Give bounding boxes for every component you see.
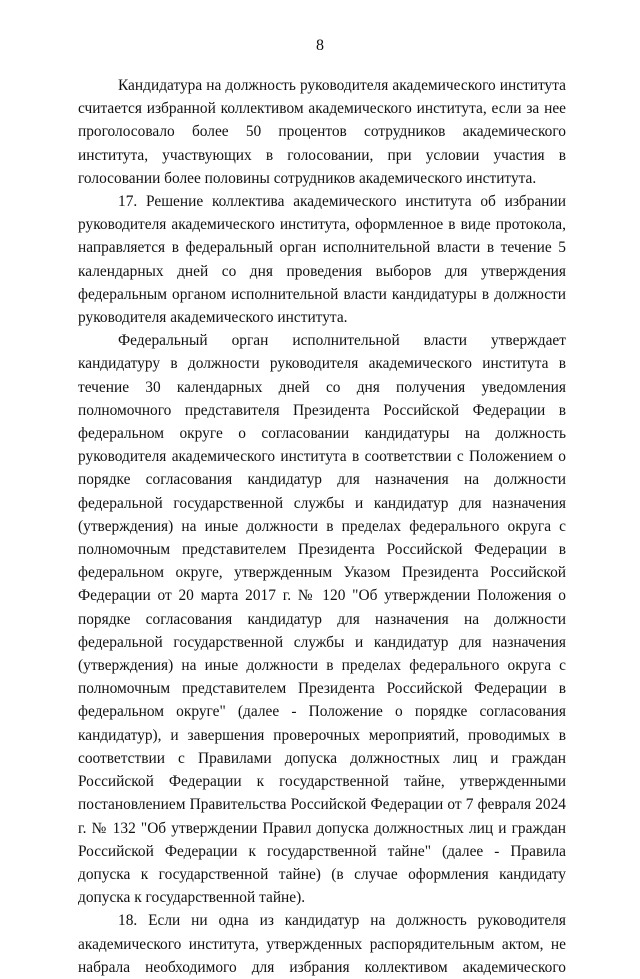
paragraph-17-decision: 17. Решение коллектива академического института об избрании руководителя академического института, оформленное в виде протокола, направляется в федеральный орган исполнительной власти в течение 5 календарных дней со дня проведения выборов для утверждения федеральным органом исполнительной власти кандидатуры в должности руководителя академического института. xyxy=(78,193,566,327)
page-number: 8 xyxy=(316,37,324,54)
paragraph-18-no-candidate: 18. Если ни одна из кандидатур на должность руководителя академического института, утвержденных распорядительным актом, не набрала необходимого для избрания коллективом академического xyxy=(78,912,566,976)
paragraph-approval: Федеральный орган исполнительной власти утверждает кандидатуру в должности руководителя академического института в течение 30 календарных дней со дня получения уведомления полномочного представителя Президента Российской Федерации в федеральном округе о согласовании кандидатуры на должность руководителя академического института в соответствии с Положением о порядке согласования кандидатур для назначения на должности федеральной государственной службы и кандидатур для назначения (утверждения) на иные должности в пределах федерального округа с полномочным представителем Президента Российской Федерации в федеральном округе, утвержденным Указом Президента Российской Федерации от 20 марта 2017 г. № 120 "Об утверждении Положения о порядке согласования кандидатур для назначения на должности федеральной государственной службы и кандидатур для назначения (утверждения) на иные должности в пределах федерального округа с полномочным представителем Президента Российской Федерации в федеральном округе" (далее - Положение о порядке согласования кандидатур), и завершения проверочных мероприятий, проводимых в соответствии с Правилами допуска должностных лиц и граждан Российской Федерации к государственной тайне, утвержденными постановлением Правительства Российской Федерации от 7 февраля 2024 г. № 132 "Об утверждении Правил допуска должностных лиц и граждан Российской Федерации к государственной тайне" (далее - Правила допуска к государственной тайне) (в случае оформления кандидату допуска к государственной тайне). xyxy=(78,332,566,907)
document-body xyxy=(78,74,566,979)
paragraph-candidacy-elected: Кандидатура на должность руководителя академического института считается избранной коллективом академического института, если за нее проголосовало более 50 процентов сотрудников академического института, участвующих в голосовании, при условии участия в голосовании более половины сотрудников академического института. xyxy=(78,77,566,187)
